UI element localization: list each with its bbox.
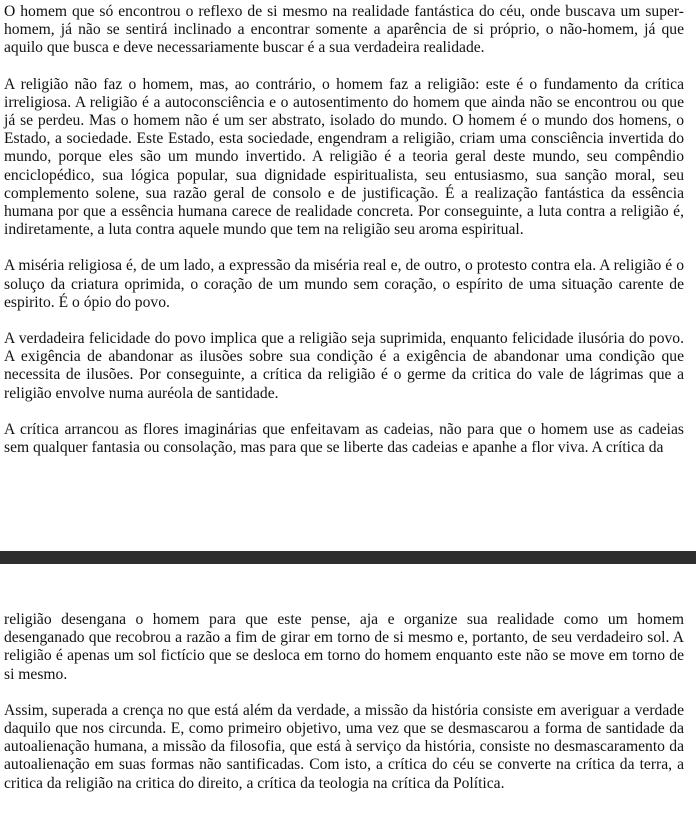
paragraph: A verdadeira felicidade do povo implica que a religião seja suprimida, enquanto felicidade ilusória do povo. A exigência de abandonar as ilusões sobre sua condição é a exigência de abandonar uma condição que necessita de ilusões. Por conseguinte, a crítica da religião é o germe da critica do vale de lágrimas que a religião envolve numa auréola de santidade.: [4, 330, 684, 402]
page-text-body: [4, 3, 684, 457]
page-text-body: [4, 611, 684, 793]
paragraph: O homem que só encontrou o reflexo de si mesmo na realidade fantástica do céu, onde buscava um super-homem, já não se sentirá inclinado a encontrar somente a aparência de si próprio, o não-homem, já que aquilo que busca e deve necessariamente buscar é a sua verdadeira realidade.: [4, 3, 684, 57]
paragraph: A religião não faz o homem, mas, ao contrário, o homem faz a religião: este é o fundamento da crítica irreligiosa. A religião é a autoconsciência e o autosentimento do homem que ainda não se encontrou ou que já se perdeu. Mas o homem não é um ser abstrato, isolado do mundo. O homem é o mundo dos homens, o Estado, a sociedade. Este Estado, esta sociedade, engendram a religião, criam uma consciência invertida do mundo, porque eles são um mundo invertido. A religião é a teoria geral deste mundo, seu compêndio enciclopédico, sua lógica popular, sua dignidade espiritualista, seu entusiasmo, sua sanção moral, seu complemento solene, sua razão geral de consolo e de justificação. É a realização fantástica da essência humana por que a essência humana carece de realidade concreta. Por conseguinte, a luta contra a religião é, indiretamente, a luta contra aquele mundo que tem na religião seu aroma espiritual.: [4, 75, 684, 239]
page-separator: [0, 551, 696, 564]
paragraph: Assim, superada a crença no que está além da verdade, a missão da história consiste em averiguar a verdade daquilo que nos circunda. E, como primeiro objetivo, uma vez que se desmascarou a forma de santidade da autoalienação humana, a missão da filosofia, que está à serviço da história, consiste no desmascaramento da autoalienação em suas formas não santificadas. Com isto, a crítica do céu se converte na crítica da terra, a critica da religião na critica do direito, a crítica da teologia na crítica da Política.: [4, 701, 684, 792]
paragraph: A miséria religiosa é, de um lado, a expressão da miséria real e, de outro, o protesto contra ela. A religião é o soluço da criatura oprimida, o coração de um mundo sem coração, o espírito de uma situação carente de espirito. É o ópio do povo.: [4, 257, 684, 311]
paragraph: A crítica arrancou as flores imaginárias que enfeitavam as cadeias, não para que o homem use as cadeias sem qualquer fantasia ou consolação, mas para que se liberte das cadeias e apanhe a flor viva. A crítica da: [4, 420, 684, 457]
paragraph: religião desengana o homem para que este pense, aja e organize sua realidade como um homem desenganado que recobrou a razão a fim de girar em torno de si mesmo e, portanto, de seu verdadeiro sol. A religião é apenas um sol fictício que se desloca em torno do homem enquanto este não se move em torno de si mesmo.: [4, 611, 684, 683]
document-page-bottom: [0, 564, 696, 814]
